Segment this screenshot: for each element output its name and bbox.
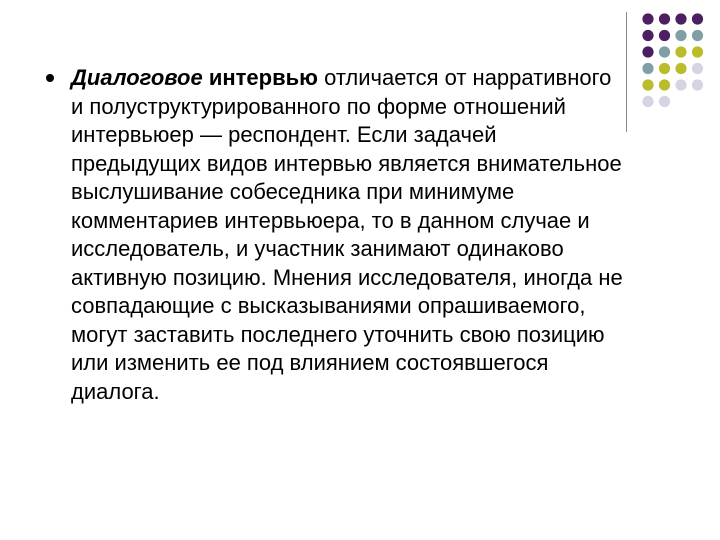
bullet-point-icon xyxy=(46,74,54,82)
bullet-paragraph xyxy=(71,64,628,406)
decorative-dot xyxy=(659,46,670,57)
decorative-dot xyxy=(692,30,703,41)
term-dialog: Диалоговое xyxy=(71,65,203,90)
decorative-dot xyxy=(675,30,686,41)
decorative-dot xyxy=(659,13,670,24)
decorative-dot xyxy=(675,46,686,57)
decorative-dot xyxy=(675,79,686,90)
bullet-item xyxy=(38,64,628,406)
decorative-dot xyxy=(692,46,703,57)
dot-grid-graphic xyxy=(641,12,707,112)
decorative-dot xyxy=(659,79,670,90)
decorative-dot xyxy=(642,79,653,90)
decorative-dot xyxy=(692,79,703,90)
decorative-dot xyxy=(675,63,686,74)
term-interview: интервью xyxy=(208,65,318,90)
decorative-dot xyxy=(692,13,703,24)
decorative-dot xyxy=(642,46,653,57)
decorative-dot xyxy=(642,30,653,41)
decorative-dot xyxy=(659,30,670,41)
decorative-dot xyxy=(692,63,703,74)
body-text: отличается от нарративного и полуструктурированного по форме отношений интервьюер — респондент. Если задачей предыдущих видов интервью является внимательное выслушивание собеседника при минимуме комментариев интервьюера, то в данном случае и исследователь, и участник занимают одинаково активную позицию. Мнения исследователя, иногда не совпадающие с высказываниями опрашиваемого, могут заставить последнего уточнить свою позицию или изменить ее под влиянием состоявшегося диалога. xyxy=(71,65,623,404)
decorative-dot xyxy=(642,96,653,107)
decorative-dot xyxy=(659,63,670,74)
decorative-dot xyxy=(675,13,686,24)
decorative-dot xyxy=(659,96,670,107)
decorative-dot xyxy=(642,63,653,74)
decorative-dot-grid xyxy=(641,12,707,112)
decorative-dot xyxy=(642,13,653,24)
